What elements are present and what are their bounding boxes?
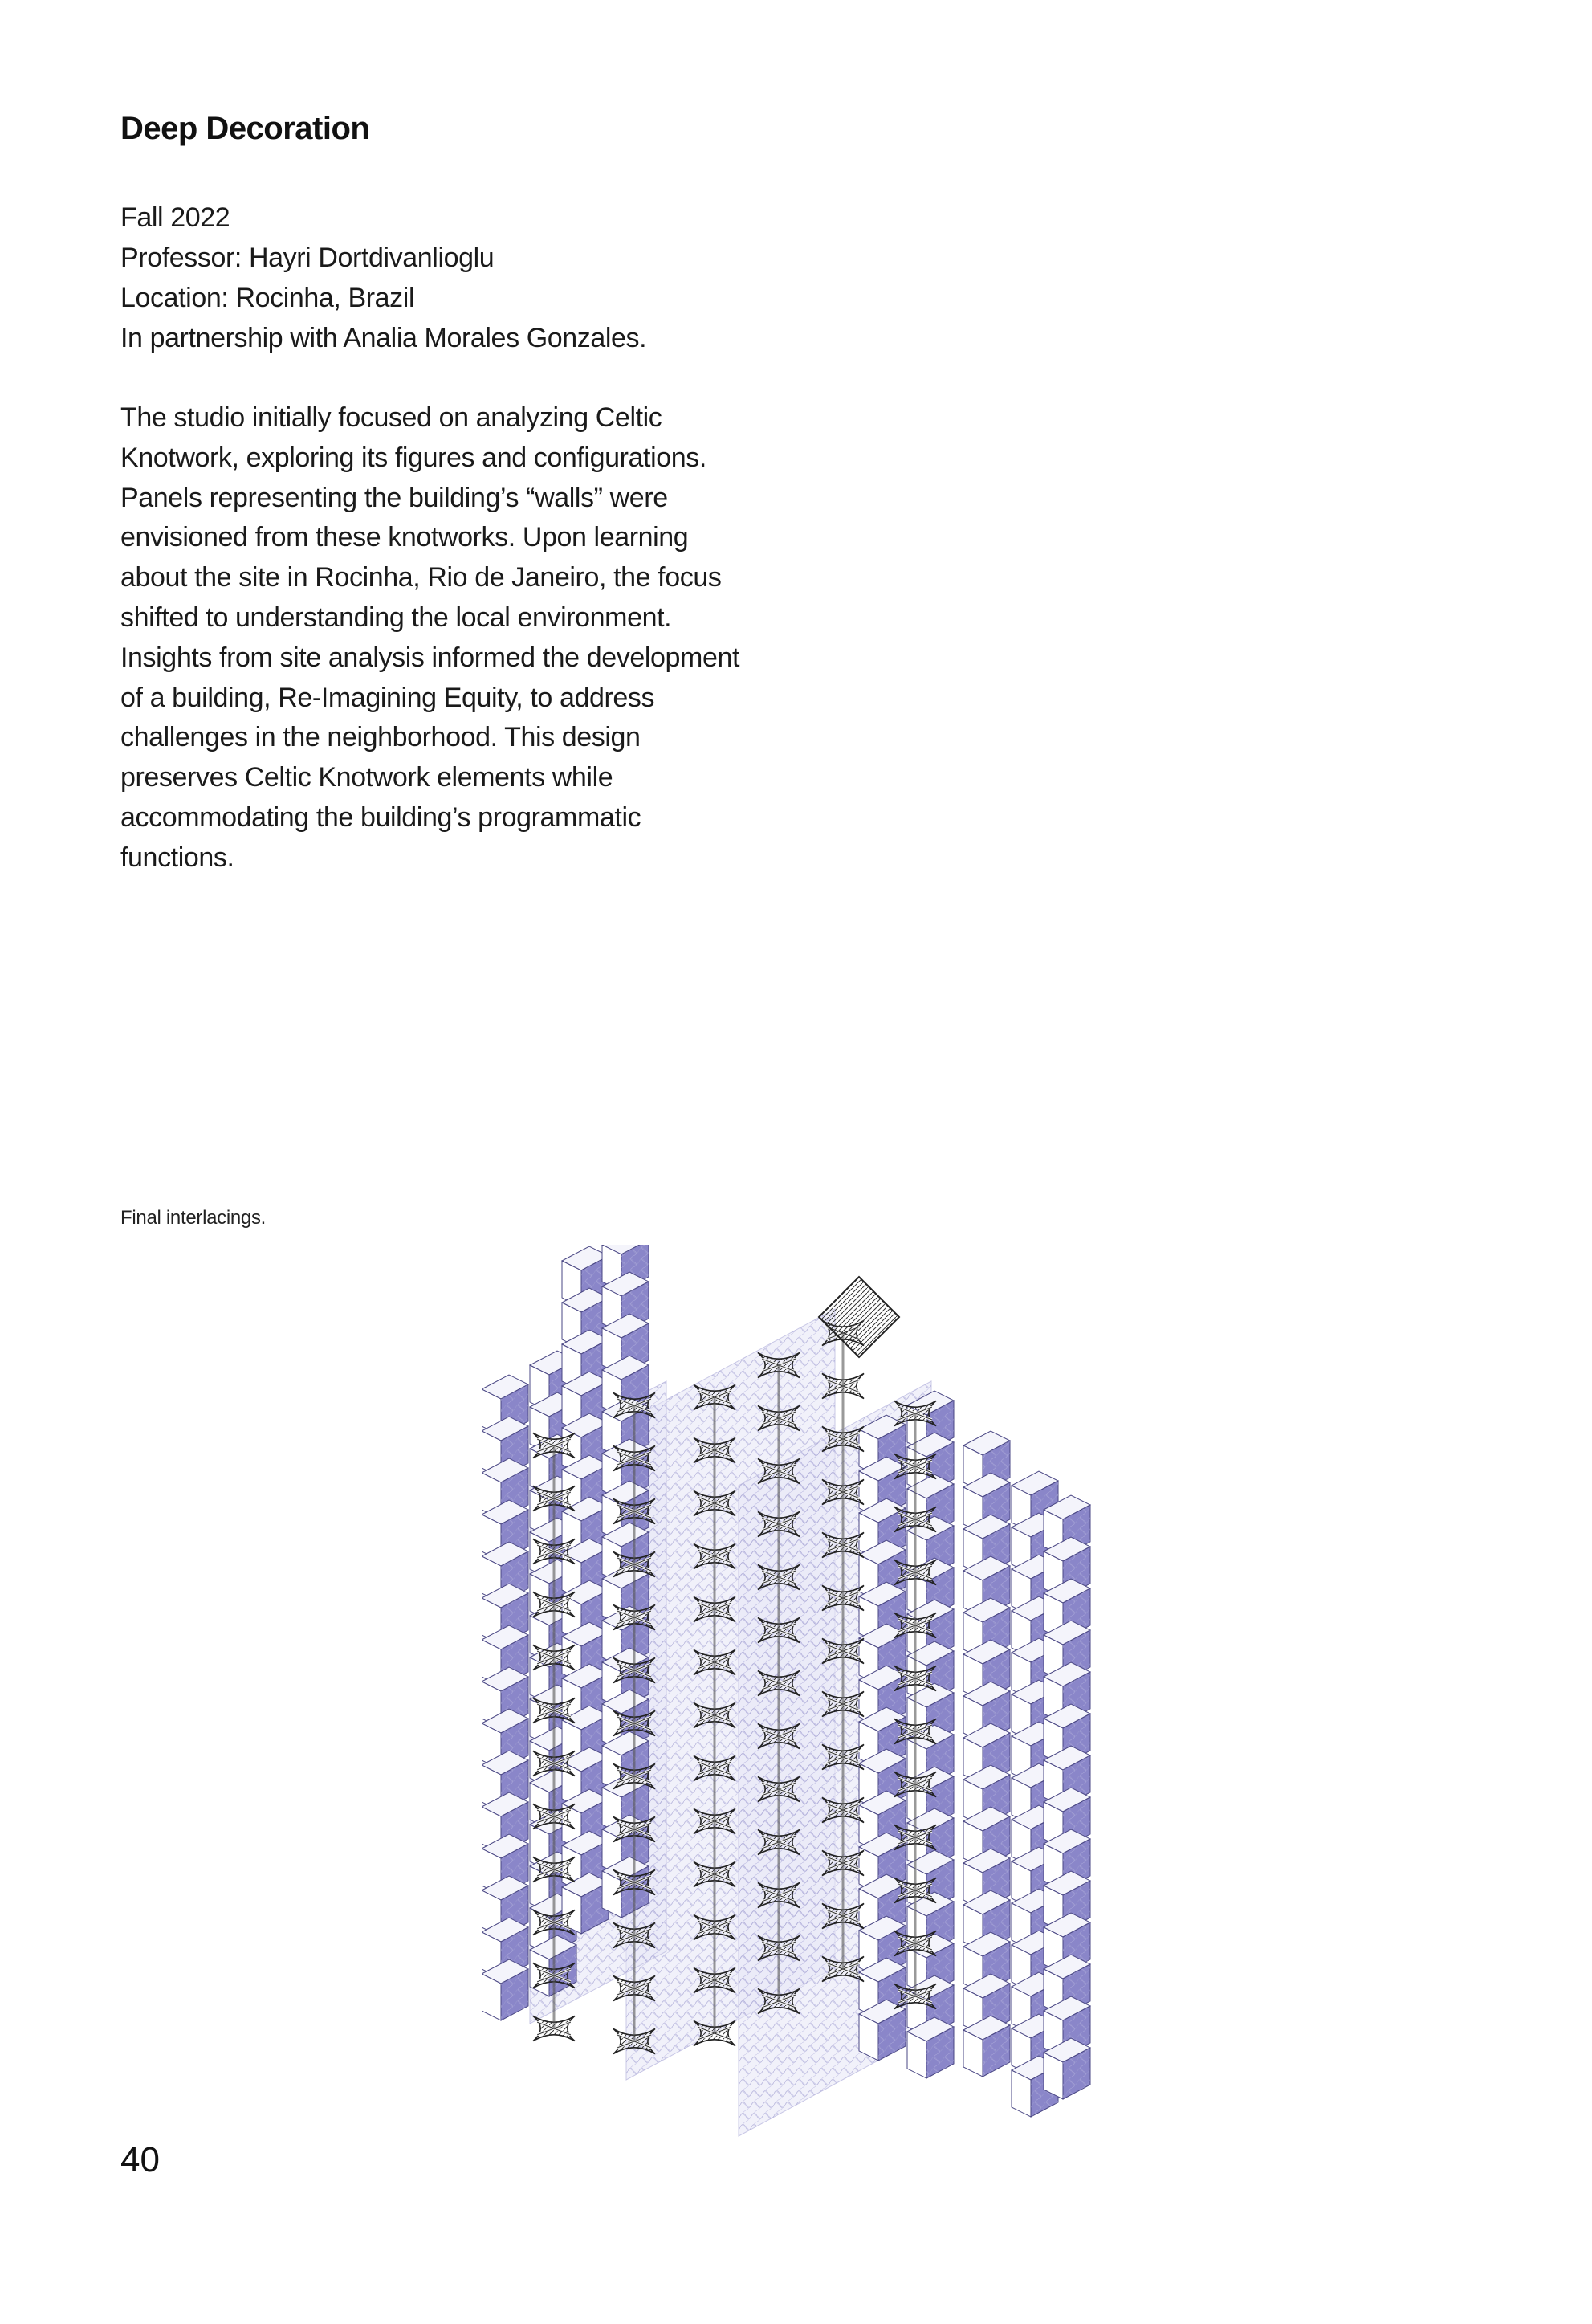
- knotwork-axonometric-illustration: [482, 1245, 1116, 2160]
- project-partnership: In partnership with Analia Morales Gonzales.: [120, 323, 647, 353]
- project-term: Fall 2022: [120, 202, 230, 233]
- project-meta: [120, 198, 763, 358]
- figure-caption: Final interlacings.: [120, 1207, 267, 1229]
- page-number: 40: [120, 2140, 160, 2179]
- project-location: Location: Rocinha, Brazil: [120, 283, 415, 313]
- project-title: Deep Decoration: [120, 111, 370, 146]
- project-professor: Professor: Hayri Dortdivanlioglu: [120, 243, 495, 273]
- project-description: The studio initially focused on analyzing Celtic Knotwork, exploring its figures and configurations. Panels representing the building’s “walls” were envisioned from these knotworks. Upon learning about the site in Rocinha, Rio de Janeiro, the focus shifted to understanding the local environment. Insights from site analysis informed the development of a building, Re-Imagining Equity, to address challenges in the neighborhood. This design preserves Celtic Knotwork elements while accommodating the building’s programmatic functions.: [120, 402, 740, 873]
